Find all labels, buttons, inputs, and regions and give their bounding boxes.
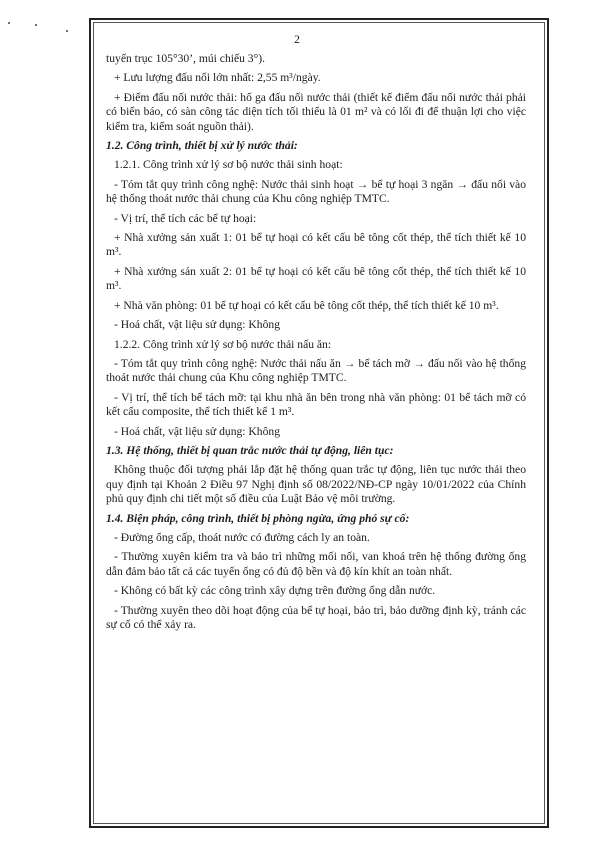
paragraph: Không thuộc đối tượng phải lắp đặt hệ thống quan trắc tự động, liên tục nước thải theo quy định tại Khoản 2 Điều 97 Nghị định số 08/2022/NĐ-CP ngày 10/01/2022 của Chính phủ quy định chi tiết một số điều của Luật Bảo vệ môi trường.	[106, 463, 526, 506]
page-number: 2	[294, 34, 300, 46]
paragraph: + Nhà xưởng sản xuất 2: 01 bể tự hoại có kết cấu bê tông cốt thép, thể tích thiết kế 10 m³.	[106, 264, 526, 293]
paragraph: - Hoá chất, vật liệu sử dụng: Không	[114, 424, 280, 438]
section-heading: 1.3. Hệ thống, thiết bị quan trắc nước thải tự động, liên tục:	[106, 443, 394, 457]
paragraph: - Không có bất kỳ các công trình xây dựng trên đường ống dẫn nước.	[114, 584, 436, 598]
paragraph: - Thường xuyên kiểm tra và bảo trì những mối nối, van khoá trên hệ thống đường ống dẫn đảm bảo tất cả các tuyến ống có đủ độ bền và độ kín khít an toàn nhất.	[106, 550, 526, 578]
paragraph: + Lưu lượng đấu nối lớn nhất: 2,55 m³/ngày.	[114, 71, 321, 85]
document-body	[106, 52, 526, 637]
section-heading: 1.4. Biện pháp, công trình, thiết bị phòng ngừa, ứng phó sự cố:	[106, 511, 410, 525]
paragraph: 1.2.1. Công trình xử lý sơ bộ nước thải sinh hoạt:	[114, 158, 343, 172]
scan-speck	[66, 30, 68, 32]
scan-speck	[8, 22, 10, 24]
paragraph: + Nhà văn phòng: 01 bể tự hoại có kết cấu bê tông cốt thép, thể tích thiết kế 10 m³.	[114, 298, 499, 312]
paragraph: - Đường ống cấp, thoát nước có đường cách ly an toàn.	[114, 530, 370, 544]
paragraph: 1.2.2. Công trình xử lý sơ bộ nước thải nấu ăn:	[114, 337, 332, 351]
paragraph: tuyến trục 105°30’, múi chiếu 3°).	[106, 52, 265, 65]
paragraph: - Hoá chất, vật liệu sử dụng: Không	[114, 318, 280, 332]
paragraph: + Nhà xưởng sản xuất 1: 01 bể tự hoại có kết cấu bê tông cốt thép, thể tích thiết kế 10 m³.	[106, 231, 526, 259]
paragraph: - Vị trí, thể tích bể tách mỡ: tại khu nhà ăn bên trong nhà văn phòng: 01 bể tách mỡ có kết cấu composite, thể tích thiết kế 1 m³.	[106, 390, 526, 419]
section-heading: 1.2. Công trình, thiết bị xử lý nước thải:	[106, 139, 298, 153]
scan-speck	[35, 24, 37, 26]
paragraph: - Vị trí, thể tích các bể tự hoại:	[114, 211, 257, 225]
paragraph: - Thường xuyên theo dõi hoạt động của bể tự hoại, bảo trì, bảo dưỡng định kỳ, tránh các sự cố có thể xảy ra.	[106, 603, 526, 631]
paragraph: + Điểm đấu nối nước thải: hố ga đấu nối nước thải (thiết kế điểm đấu nối nước thải phải có biển báo, có sàn công tác diện tích tối thiểu là 01 m² và có lối đi để thuận lợi cho việc kiểm tra, kiểm soát nguồn thải).	[106, 90, 526, 133]
paragraph: - Tóm tắt quy trình công nghệ: Nước thải nấu ăn → bể tách mỡ → đấu nối vào hệ thống thoát nước thải chung của Khu công nghiệp TMTC.	[106, 356, 526, 385]
paragraph: - Tóm tắt quy trình công nghệ: Nước thải sinh hoạt → bể tự hoại 3 ngăn → đấu nối vào hệ thống thoát nước thải chung của Khu công nghiệp TMTC.	[106, 177, 526, 206]
